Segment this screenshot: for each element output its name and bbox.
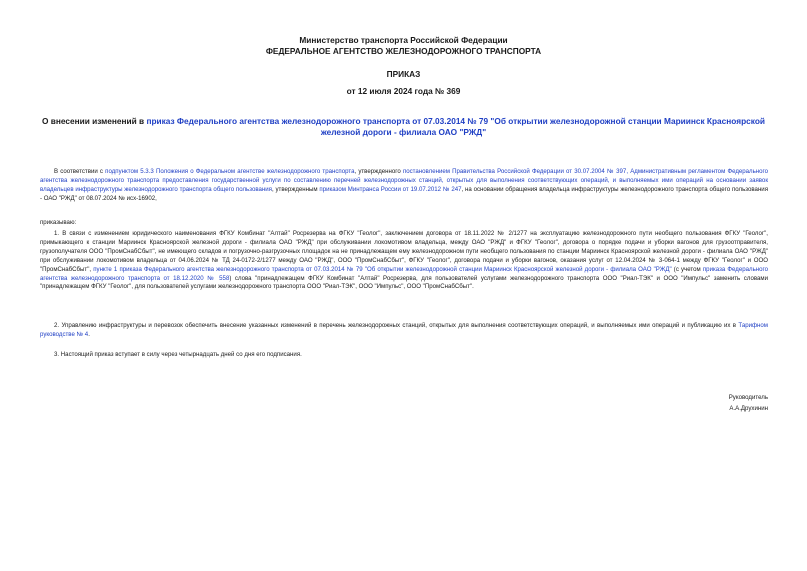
item-2-text-1: 2. Управлению инфраструктуры и перевозок обеспечить внесение указанных изменений в перечень железнодорожных станций, открытых для выполнения соответствующих операций, и выполняемых ими операций и публикацию их в <box>54 322 739 329</box>
preamble-text-1: В соответствии с <box>54 168 106 175</box>
link-tariff-guide-4[interactable]: Тарифном руководстве № 4 <box>40 322 768 338</box>
document-type: ПРИКАЗ <box>386 69 421 79</box>
item-1-text-2: (с учетом <box>671 265 703 273</box>
agency-name: ФЕДЕРАЛЬНОЕ АГЕНТСТВО ЖЕЛЕЗНОДОРОЖНОГО ТРАНСПОРТА <box>265 46 542 56</box>
preamble-paragraph <box>40 168 768 204</box>
item-1-text-1: 1. В связи с изменением юридического наименования ФГКУ Комбинат "Алтай" Росрезерва на ФГКУ "Геолог", заключением договора от 18.11.2022 № 2/1277 на эксплуатацию железнодорожного пути необщего пользования ФГКУ "Геолог", примыкающего к станции Мариинск Красноярской железной дороги - филиала ОАО "РЖД" при обслуживании локомотивом владельца, между ОАО "РЖД" и ФГКУ "Геолог", договора о порядке подачи и уборки вагонов для грузоотправителя, грузополучателя ООО "ПромСнабСбыт", не имеющего складов и погрузочно-разгрузочных площадок на не принадлежащем ему железнодорожном пути необщего пользования по станции Мариинск Красноярской железной дороги - филиала ОАО "РЖД" при обслуживании локомотивом владельца от 04.06.2024 № ТД 24-0172-2/1277 между ОАО "РЖД", ООО "ПромСнабСбыт", ФГКУ "Геолог", договора подачи и уборки вагонов, оказания услуг от 12.04.2024 № 3-064-1 между ФГКУ "Геолог" и ООО "ПромСнабСбыт", <box>40 230 768 273</box>
preamble-text-2: , утвержденного <box>354 168 403 175</box>
signatory-position: Руководитель <box>728 394 768 401</box>
signatory-name: А.А.Друхинин <box>729 405 768 412</box>
link-order-558[interactable]: приказа Федерального агентства железнодорожного транспорта от 18.12.2020 № 558 <box>40 265 768 282</box>
preamble-text-3: , утвержденным <box>271 185 320 193</box>
title-prefix: О внесении изменений в <box>42 116 147 126</box>
item-1-text-3: ) слова "принадлежащем ФГКУ Комбинат "Алтай" Росрезерва, для пользователей услугами железнодорожного транспорта ООО "Риал-ТЭК" и ООО "Импульс" заменить словами "принадлежащем ФГКУ "Геолог", для пользователей услугами железнодорожного транспорта ООО "Риал-ТЭК", ООО "Импульс", ООО "ПромСнабСбыт". <box>40 274 768 291</box>
preamble-text-4: , на основании обращения владельца инфраструктуры железнодорожного транспорта общего пользования - ОАО "РЖД" от 08.07.2024 № исх-16902, <box>40 185 769 202</box>
order-directive: приказываю: <box>40 219 77 226</box>
title-link-order-79[interactable]: приказ Федерального агентства железнодорожного транспорта от 07.03.2014 № 79 "Об открытии железнодорожной станции Мариинск Красноярской железной дороги - филиала ОАО "РЖД" <box>146 116 765 137</box>
item-2-text-2: . <box>88 330 90 338</box>
item-3-text: 3. Настоящий приказ вступает в силу через четырнадцать дней со дня его подписания. <box>54 351 302 358</box>
item-1-paragraph <box>40 230 768 292</box>
link-mintrans-order[interactable]: приказом Минтранса России от 19.07.2012 № 247 <box>319 185 462 193</box>
page-title <box>40 116 767 138</box>
item-3-paragraph <box>40 351 768 360</box>
link-order-79-point-1[interactable]: пункте 1 приказа Федерального агентства железнодорожного транспорта от 07.03.2014 № 79 "Об открытии железнодорожной станции Мариинск Красноярской железной дороги - филиала ОАО "РЖД" <box>93 265 672 273</box>
order-date-number: от 12 июля 2024 года № 369 <box>346 86 461 96</box>
ministry-name: Министерство транспорта Российской Федерации <box>299 35 508 45</box>
item-2-paragraph <box>40 322 768 340</box>
link-regulation-subpoint[interactable]: подпунктом 5.3.3 Положения о Федеральном агентстве железнодорожного транспорта <box>105 168 355 175</box>
link-government-resolution[interactable]: постановлением Правительства Российской Федерации от 30.07.2004 № 397, Административным регламентом Федерального агентства железнодорожного транспорта предоставления государственной услуги по составлению перечней железнодорожных станций, открытых для выполнения соответствующих операций, и выполняемых ими операций на основании заявок владельцев инфраструктуры железнодорожного транспорта общего пользования <box>40 168 769 193</box>
